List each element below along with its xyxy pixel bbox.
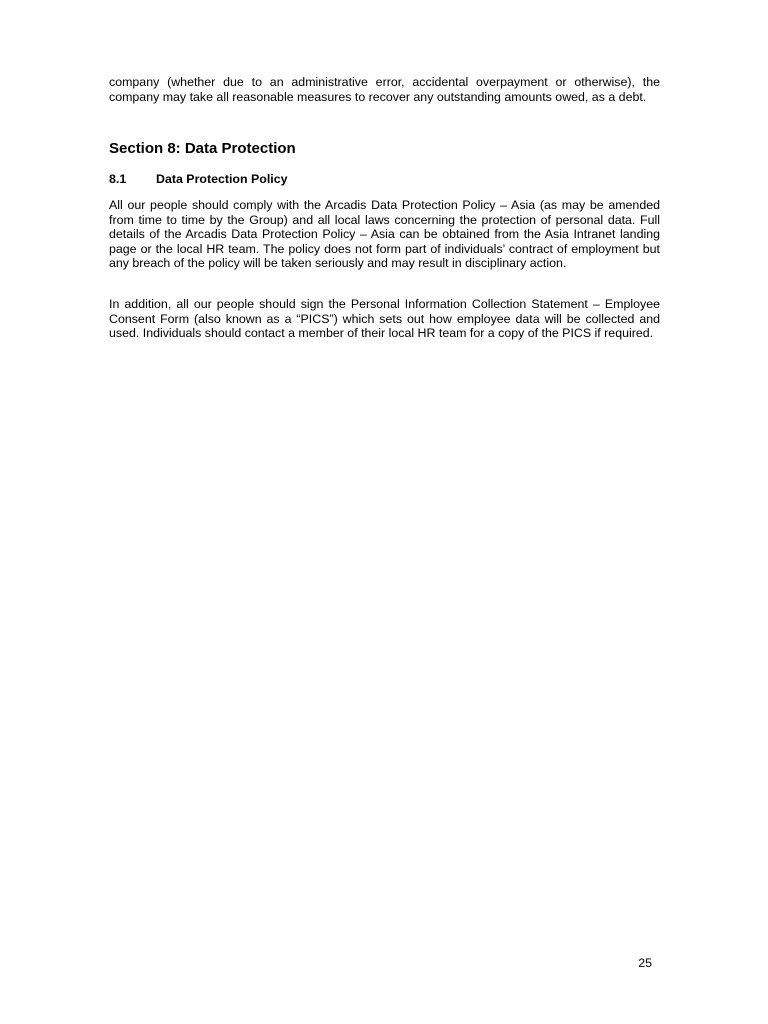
section-heading: Section 8: Data Protection: [109, 140, 296, 157]
subsection-title: Data Protection Policy: [156, 172, 288, 186]
policy-paragraph: All our people should comply with the Arcadis Data Protection Policy – Asia (as may be amended from time to time by the Group) and all local laws concerning the protection of personal data. Full details of the Arcadis Data Protection Policy – Asia can be obtained from the Asia Intranet landing page or the local HR team. The policy does not form part of individuals’ contract of employment but any breach of the policy will be taken seriously and may result in disciplinary action.: [109, 198, 660, 271]
subsection-number: 8.1: [109, 172, 127, 186]
intro-paragraph: company (whether due to an administrative error, accidental overpayment or otherwise), the company may take all reasonable measures to recover any outstanding amounts owed, as a debt.: [109, 75, 660, 104]
page-number: 25: [638, 956, 652, 970]
subsection-heading: [109, 172, 288, 186]
pics-paragraph: In addition, all our people should sign the Personal Information Collection Statement – Employee Consent Form (also known as a “PICS”) which sets out how employee data will be collected and used. Individuals should contact a member of their local HR team for a copy of the PICS if required.: [109, 297, 660, 341]
